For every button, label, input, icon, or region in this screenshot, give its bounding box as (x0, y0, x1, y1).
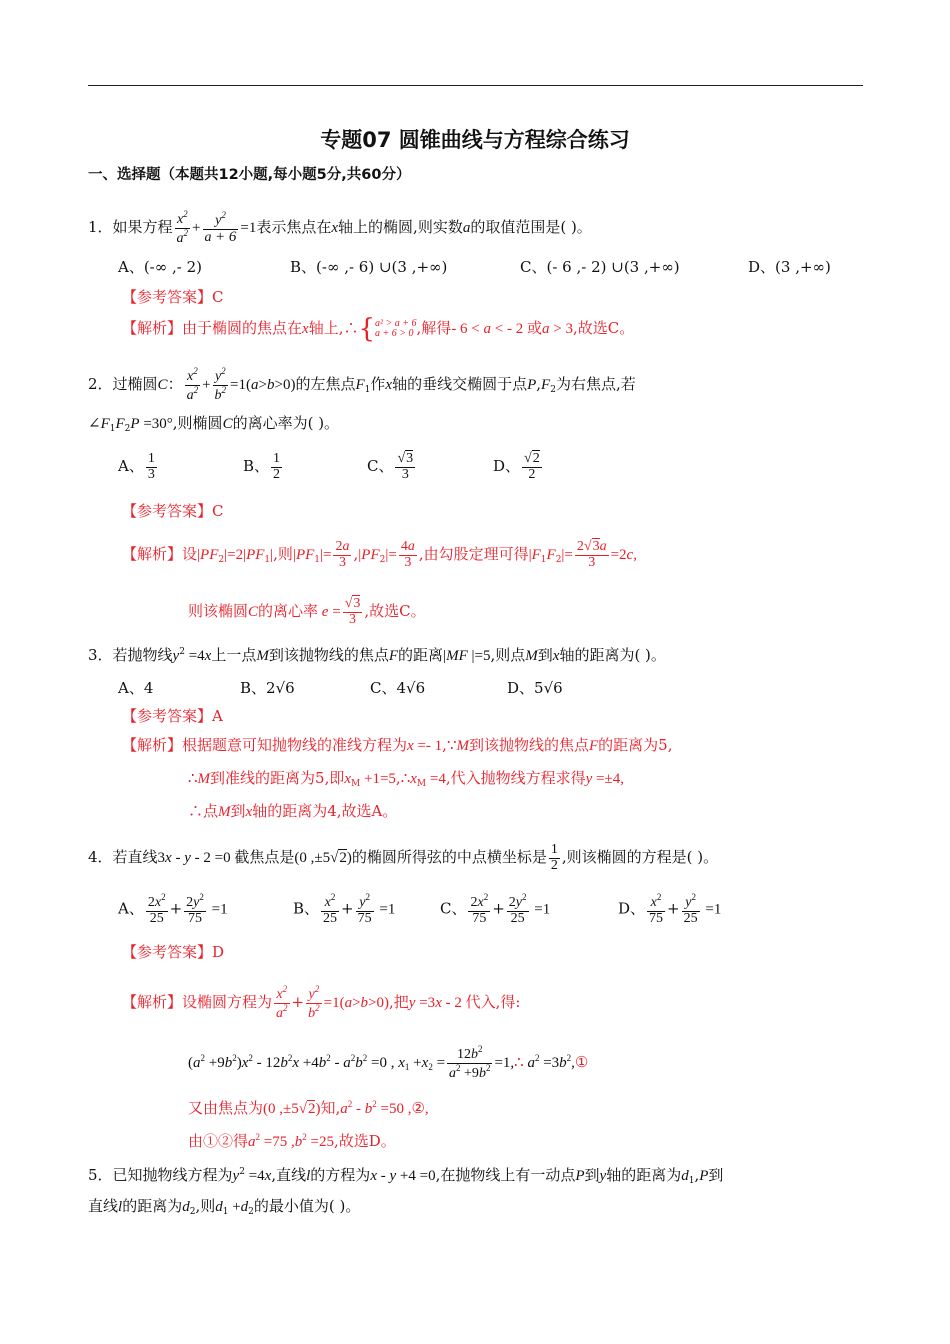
q2-stem-2: $\angle F_1F_2P =30^\circ$,则椭圆C的离心率为( )。 (88, 414, 340, 434)
page-title: 专题07 圆锥曲线与方程综合练习 (320, 128, 630, 152)
q4-answer: 【参考答案】D (122, 943, 225, 961)
q1-option-c: C、(- 6 ,- 2) ∪(3 ,+∞) (520, 258, 680, 276)
q4-option-c: C、 $\frac{2x^2}{75}$ + $\frac{2y^2}{25}$ =1 (440, 892, 551, 926)
q2-option-c: C、 $\frac{√3}{3}$ (367, 451, 414, 482)
q5-stem: 5．已知抛物线方程为$y^2 =4x$,直线l的方程为x - y +4 =0,在抛物线上有一动点P到y轴的距离为$d_1,P$到 (88, 1166, 724, 1186)
q2-option-d: D、 $\frac{√2}{2}$ (493, 451, 540, 482)
q2-option-a: A、 $\frac{1}{3}$ (118, 451, 155, 482)
q2-stem: 2．过椭圆C： $\frac{x^2}{a^2}$ + $\frac{y^2}{b^2}$ =1(a>b>0)的左焦点$F_1$作x轴的垂线交椭圆于点$P,F_2$为右焦点,若 (88, 366, 636, 403)
q4-analysis-4: 由①②得$a^2 =75$ $,b^2 =25$,故选D。 (188, 1132, 396, 1150)
q3-option-c: C、4√6 (370, 679, 426, 697)
q2-answer: 【参考答案】C (122, 502, 224, 520)
q1-option-a: A、(-∞ ,- 2) (118, 258, 203, 276)
q3-analysis-2: ∴M到准线的距离为5,即$x_M$ $+1=5,\therefore x_M =4$,代入抛物线方程求得y =±4, (188, 769, 624, 789)
q2-analysis: 【解析】设$|PF_2|=2|PF_1|$,则$|PF_1|=$ $\frac{2a}{3}$ $,|PF_2|=$ $\frac{4a}{3}$ ,由勾股定理可得$|F_1F_2|=$ $\frac{2√3a}{3}$ =2c, (122, 539, 637, 570)
q1-analysis: 【解析】由于椭圆的焦点在x轴上,∴{a² > a + 6 a + 6 > 0 ,解得- 6 < a < - 2 或a > 3,故选C。 (122, 314, 635, 344)
q2-option-b: B、 $\frac{1}{2}$ (243, 451, 281, 482)
q5-stem-2: 直线l的距离为$d_2$,则$d_1 +d_2$的最小值为( )。 (88, 1197, 361, 1217)
q1-option-b: B、(-∞ ,- 6) ∪(3 ,+∞) (290, 258, 448, 276)
q1-option-d: D、(3 ,+∞) (748, 258, 831, 276)
q3-answer: 【参考答案】A (122, 707, 223, 725)
q3-analysis: 【解析】根据题意可知抛物线的准线方程为x =- 1,∵M到该抛物线的焦点F的距离为5, (122, 736, 673, 754)
q3-analysis-3: ∴点M到x轴的距离为4,故选A。 (188, 802, 398, 820)
q4-analysis: 【解析】设椭圆方程为 $\frac{x^2}{a^2}$ + $\frac{y^2}{b^2}$ =1(a>b>0),把y =3x - 2 代入,得: (122, 984, 521, 1021)
q3-stem: 3．若抛物线$y^2 =4x$上一点M到该抛物线的焦点F的距离|MF |=5,则点M到x轴的距离为( )。 (88, 646, 666, 664)
q4-analysis-2: $(a^2 +9b^2)x^2 - 12b^2x +4b^2 - a^2b^2 =0$ , $x_1 +x_2$ = $\frac{12b^2}{a^2 +9b^2}$ =1,∴ $a^2$ $=3b^2,①$ (188, 1044, 589, 1081)
q4-option-a: A、 $\frac{2x^2}{25}$ + $\frac{2y^2}{75}$ =1 (118, 892, 228, 926)
q4-stem: 4．若直线3x - y - 2 =0 截焦点是(0 ,±5√2)的椭圆所得弦的中点横坐标是 $\frac{1}{2}$ ,则该椭圆的方程是( )。 (88, 842, 719, 873)
q1-answer: 【参考答案】C (122, 288, 224, 306)
q3-option-d: D、5√6 (507, 679, 563, 697)
section-heading: 一、选择题（本题共12小题,每小题5分,共60分） (88, 167, 411, 183)
q4-option-d: D、 $\frac{x^2}{75}$ + $\frac{y^2}{25}$ =1 (618, 892, 722, 926)
q2-analysis-2: 则该椭圆C的离心率 e = $\frac{√3}{3}$ ,故选C。 (188, 596, 426, 627)
header-rule (88, 85, 863, 86)
q4-option-b: B、 $\frac{x^2}{25}$ + $\frac{y^2}{75}$ =1 (293, 892, 396, 926)
q1-stem: 1．如果方程 $\frac{x^2}{a^2}$ + $\frac{y^2}{a + 6}$ =1表示焦点在x轴上的椭圆,则实数a的取值范围是( )。 (88, 209, 592, 246)
q4-analysis-3: 又由焦点为(0 ,±5√2)知$,a^2 - b^2 =50$ ,②, (188, 1099, 429, 1117)
q3-option-a: A、4 (118, 679, 154, 697)
q3-option-b: B、2√6 (240, 679, 295, 697)
